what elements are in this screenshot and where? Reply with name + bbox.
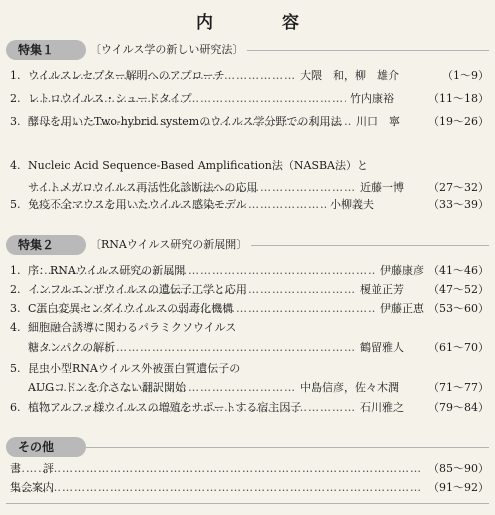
toc-section [0,235,495,255]
entry-pages: （47～52） [428,283,489,296]
toc-entry[interactable] [10,114,489,130]
page-title: 内 容 [196,13,325,33]
dot-leader [32,263,376,279]
section-label: その他 [6,437,86,457]
entry-title: サイトメガロウイルス再活性化診断法への応用 [28,181,258,194]
dot-leader [32,114,352,130]
entry-pages: （33～39） [428,198,489,211]
toc-entry[interactable] [10,361,489,377]
toc-entry[interactable] [10,461,489,477]
entry-pages: （1～9） [442,69,489,82]
entry-pages: （61～70） [428,341,489,354]
entry-authors: 小柳義夫 [330,198,374,211]
section-label: 特集２ [6,235,86,255]
entry-title: Nucleic Acid Sequence-Based Amplification法（NASBA法）と [28,159,369,172]
entry-authors: 伊藤正恵 [380,302,424,315]
toc-entry[interactable] [10,91,489,107]
entry-pages: （91～92） [428,481,489,494]
toc-entry[interactable] [10,340,489,356]
entry-number: 3. [10,302,21,315]
toc-entry[interactable] [10,158,489,174]
entry-title: インフルエンザウイルスの遺伝子工学と応用 [28,283,247,296]
dot-leader [32,340,356,356]
entry-authors: 大隈 和，柳 雄介 [300,69,399,82]
dot-leader [32,301,376,317]
entry-number: 4. [10,321,21,334]
entry-title: レトロウイルス・シュードタイプ [28,92,192,105]
entry-pages: （41～46） [428,264,489,277]
entry-number: 6. [10,401,21,414]
toc-entry[interactable] [10,68,489,84]
entry-title: 昆虫小型RNAウイルス外被蛋白質遺伝子の [28,362,241,375]
entry-authors: 川口 寧 [356,115,400,128]
entry-number: 5. [10,362,21,375]
dot-leader [32,68,296,84]
toc-entry[interactable] [10,282,489,298]
entry-pages: （27～32） [428,181,489,194]
entry-pages: （19～26） [428,115,489,128]
entry-title: ウイルスレセプター解明へのアプローチ [28,69,225,82]
entry-pages: （53～60） [428,302,489,315]
entry-authors: 榎並正芳 [360,283,404,296]
toc-entry[interactable] [10,320,489,336]
entry-authors: 石川雅之 [360,401,404,414]
toc-entry[interactable] [10,197,489,213]
dot-leader [32,400,356,416]
entry-title: 細胞融合誘導に関わるパラミクソウイルス [28,321,237,334]
entry-title: 酵母を用いたTwo-hybrid systemのウイルス学分野での利用法 [28,115,342,128]
entry-authors: 伊藤康彦 [380,264,424,277]
section-rule [86,447,489,448]
section-header [0,235,495,255]
entry-pages: （71～77） [428,381,489,394]
entry-authors: 近藤一博 [360,181,404,194]
entry-number: 3. [10,115,21,128]
dot-leader [14,480,421,496]
entry-title: 免疫不全マウスを用いたウイルス感染モデル [28,198,247,211]
section-subtitle: 〔ウイルス学の新しい研究法〕 [86,42,247,58]
dot-leader [32,380,296,396]
toc-entry[interactable] [10,263,489,279]
section-header [0,437,495,457]
toc-entry[interactable] [10,301,489,317]
entry-number: 1. [10,264,21,277]
entry-title: 糖タンパクの解析 [28,341,116,354]
entry-authors: 鶴留雅人 [360,341,404,354]
entry-number: 1. [10,69,21,82]
section-header [0,40,495,60]
entry-title: C蛋白変異センダイウイルスの弱毒化機構 [28,302,234,315]
entry-title: 集会案内 [10,481,54,494]
entry-pages: （79～84） [428,401,489,414]
section-label: 特集１ [6,40,86,60]
entry-pages: （85～90） [428,462,489,475]
entry-authors: 竹内康裕 [350,92,394,105]
entry-number: 2. [10,283,21,296]
entry-pages: （11～18） [428,92,489,105]
toc-entry[interactable] [10,180,489,196]
entry-title: 植物アルファ様ウイルスの増殖をサポートする宿主因子 [28,401,302,414]
toc-section [0,437,495,457]
bottom-divider [6,503,489,504]
entry-number: 2. [10,92,21,105]
toc-entry[interactable] [10,380,489,396]
toc-entry[interactable] [10,400,489,416]
entry-title: AUGコドンを介さない翻訳開始 [28,381,187,394]
entry-title: 序：RNAウイルス研究の新展開 [28,264,186,277]
dot-leader [32,180,356,196]
entry-title: 書 評 [10,462,54,475]
entry-number: 5. [10,198,21,211]
dot-leader [32,282,356,298]
entry-number: 4. [10,159,21,172]
toc-section [0,40,495,60]
toc-entry[interactable] [10,480,489,496]
dot-leader [32,197,326,213]
section-subtitle: 〔RNAウイルス研究の新展開〕 [86,237,251,253]
dot-leader [14,461,421,477]
entry-authors: 中島信彦，佐々木潤 [300,381,399,394]
dot-leader [32,91,346,107]
